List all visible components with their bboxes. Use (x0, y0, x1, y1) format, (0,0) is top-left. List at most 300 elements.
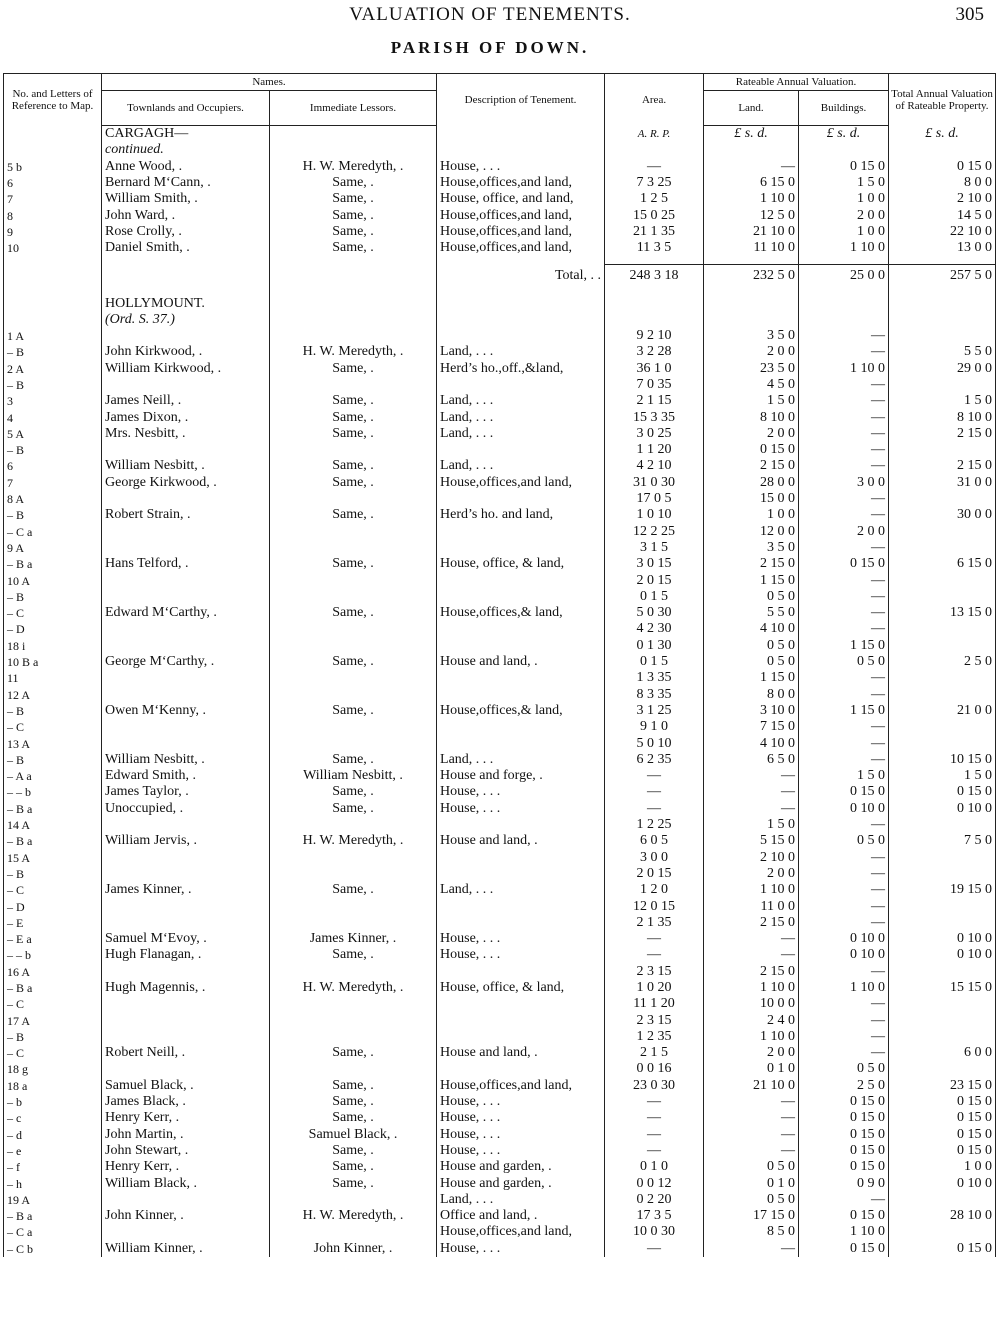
area-cell: 11 1 20 (605, 996, 704, 1012)
table-row (4, 1094, 996, 1110)
ref-cell: – B a (4, 833, 102, 849)
area-cell: 2 1 15 (605, 393, 704, 409)
lessor-cell: Same, . (270, 1094, 437, 1110)
ref-cell: 10 (4, 240, 102, 256)
buildings-cell: — (799, 344, 889, 360)
description-cell: House and garden, . (437, 1175, 605, 1191)
occupier-cell (102, 328, 270, 344)
table-row (4, 621, 996, 637)
land-cell: 28 0 0 (704, 475, 799, 491)
lessor-cell: John Kinner, . (270, 1241, 437, 1257)
lessor-cell: Same, . (270, 361, 437, 377)
table-row (4, 240, 996, 256)
buildings-cell: 0 10 0 (799, 931, 889, 947)
total-cell (889, 442, 996, 458)
ref-cell: 5 A (4, 426, 102, 442)
area-cell: 0 1 5 (605, 654, 704, 670)
table-row (4, 703, 996, 719)
table-row (4, 719, 996, 735)
col-lessors: Immediate Lessors. (270, 91, 437, 126)
total-cell: 10 15 0 (889, 752, 996, 768)
occupier-cell: Samuel Black, . (102, 1078, 270, 1094)
occupier-cell (102, 524, 270, 540)
ref-cell: 10 B a (4, 654, 102, 670)
area-cell: 7 0 35 (605, 377, 704, 393)
ref-cell: 4 (4, 409, 102, 425)
total-cell: 0 15 0 (889, 1127, 996, 1143)
lessor-cell: Same, . (270, 752, 437, 768)
area-cell: — (605, 1127, 704, 1143)
lessor-cell: Same, . (270, 556, 437, 572)
lessor-cell (270, 915, 437, 931)
buildings-cell (799, 142, 889, 158)
ref-cell: – C a (4, 1224, 102, 1240)
col-ref: No. and Letters of Reference to Map. (4, 74, 102, 126)
occupier-cell (102, 898, 270, 914)
land-cell: — (704, 768, 799, 784)
description-cell: House,offices,& land, (437, 703, 605, 719)
occupier-cell: William Nesbitt, . (102, 752, 270, 768)
lessor-cell (270, 1192, 437, 1208)
table-row (4, 556, 996, 572)
table-row (4, 524, 996, 540)
area-cell: — (605, 947, 704, 963)
table-row (4, 256, 996, 265)
total-cell (889, 1061, 996, 1077)
lessor-cell (270, 328, 437, 344)
total-cell: 13 15 0 (889, 605, 996, 621)
buildings-cell: — (799, 409, 889, 425)
description-cell: House, . . . (437, 1127, 605, 1143)
ref-cell: – C a (4, 524, 102, 540)
land-cell: — (704, 159, 799, 175)
description-cell: House, office, and land, (437, 191, 605, 207)
occupier-cell (102, 1061, 270, 1077)
lessor-cell (270, 1029, 437, 1045)
occupier-cell: Henry Kerr, . (102, 1110, 270, 1126)
area-cell: 1 0 10 (605, 507, 704, 523)
land-cell: 11 0 0 (704, 898, 799, 914)
table-row (4, 980, 996, 996)
total-cell: 2 5 0 (889, 654, 996, 670)
ref-cell: 18 a (4, 1078, 102, 1094)
land-cell: 0 1 0 (704, 1175, 799, 1191)
table-row (4, 589, 996, 605)
ref-cell: – C (4, 1045, 102, 1061)
description-cell: Land, . . . (437, 458, 605, 474)
table-row (4, 1224, 996, 1240)
occupier-cell: (Ord. S. 37.) (102, 312, 270, 328)
table-row (4, 931, 996, 947)
buildings-cell: 1 5 0 (799, 768, 889, 784)
table-row (4, 287, 996, 295)
ref-cell: – h (4, 1175, 102, 1191)
occupier-cell (102, 670, 270, 686)
lessor-cell: Same, . (270, 882, 437, 898)
ref-cell (4, 295, 102, 311)
occupier-cell: William Kirkwood, . (102, 361, 270, 377)
occupier-cell (102, 719, 270, 735)
table-row (4, 752, 996, 768)
occupier-cell: William Smith, . (102, 191, 270, 207)
col-land: Land. (704, 91, 799, 126)
land-cell: 7 15 0 (704, 719, 799, 735)
buildings-cell: — (799, 964, 889, 980)
area-cell: — (605, 1094, 704, 1110)
description-cell: House, . . . (437, 1241, 605, 1257)
area-cell: A. R. P. (605, 126, 704, 143)
ref-cell: – C b (4, 1241, 102, 1257)
occupier-cell: Edward Smith, . (102, 768, 270, 784)
page-header (0, 2, 1000, 26)
occupier-cell: William Kinner, . (102, 1241, 270, 1257)
ref-cell: – C (4, 605, 102, 621)
occupier-cell (102, 1012, 270, 1028)
lessor-cell: H. W. Meredyth, . (270, 980, 437, 996)
buildings-cell: — (799, 1192, 889, 1208)
occupier-cell (102, 687, 270, 703)
buildings-cell: 0 15 0 (799, 1241, 889, 1257)
description-cell: House,offices,and land, (437, 1224, 605, 1240)
area-cell: 8 3 35 (605, 687, 704, 703)
table-row (4, 1110, 996, 1126)
total-cell (889, 287, 996, 295)
land-cell: 10 0 0 (704, 996, 799, 1012)
lessor-cell (270, 996, 437, 1012)
buildings-cell: — (799, 605, 889, 621)
area-cell: 1 2 25 (605, 817, 704, 833)
description-cell: House, . . . (437, 801, 605, 817)
lessor-cell: Same, . (270, 1110, 437, 1126)
ref-cell (4, 312, 102, 328)
table-row (4, 1045, 996, 1061)
page-number: 305 (955, 4, 984, 25)
description-cell: House, office, & land, (437, 980, 605, 996)
buildings-cell: 0 9 0 (799, 1175, 889, 1191)
buildings-cell: — (799, 1045, 889, 1061)
ref-cell: 14 A (4, 817, 102, 833)
area-cell: 1 2 0 (605, 882, 704, 898)
buildings-cell: — (799, 507, 889, 523)
description-cell (437, 287, 605, 295)
total-cell (889, 1224, 996, 1240)
occupier-cell (102, 442, 270, 458)
land-cell: 2 4 0 (704, 1012, 799, 1028)
land-cell: 1 5 0 (704, 393, 799, 409)
ref-cell: 7 (4, 191, 102, 207)
buildings-cell: — (799, 1029, 889, 1045)
ref-cell: 6 (4, 175, 102, 191)
area-cell: 3 0 25 (605, 426, 704, 442)
area-cell (605, 295, 704, 311)
total-cell (889, 142, 996, 158)
lessor-cell: Same, . (270, 784, 437, 800)
ref-cell: – B (4, 1029, 102, 1045)
lessor-cell: Same, . (270, 507, 437, 523)
land-cell: — (704, 801, 799, 817)
buildings-cell (799, 287, 889, 295)
area-cell: — (605, 784, 704, 800)
col-townlands: Townlands and Occupiers. (102, 91, 270, 126)
area-cell: 9 1 0 (605, 719, 704, 735)
total-cell: 22 10 0 (889, 224, 996, 240)
land-cell: 232 5 0 (704, 265, 799, 288)
occupier-cell (102, 265, 270, 288)
description-cell: Land, . . . (437, 344, 605, 360)
land-cell: 1 5 0 (704, 817, 799, 833)
buildings-cell (799, 312, 889, 328)
land-cell: 12 0 0 (704, 524, 799, 540)
ref-cell (4, 287, 102, 295)
total-cell: 31 0 0 (889, 475, 996, 491)
occupier-cell: John Kirkwood, . (102, 344, 270, 360)
table-row (4, 442, 996, 458)
total-cell: 0 10 0 (889, 1175, 996, 1191)
occupier-cell (102, 817, 270, 833)
lessor-cell (270, 621, 437, 637)
description-cell: House,offices,and land, (437, 240, 605, 256)
ref-cell: 5 b (4, 159, 102, 175)
lessor-cell: Same, . (270, 703, 437, 719)
description-cell: House, . . . (437, 1143, 605, 1159)
description-cell (437, 638, 605, 654)
area-cell: 1 1 20 (605, 442, 704, 458)
ref-cell: – D (4, 898, 102, 914)
lessor-cell (270, 964, 437, 980)
lessor-cell: H. W. Meredyth, . (270, 344, 437, 360)
valuation-table (3, 73, 996, 1257)
occupier-cell: James Dixon, . (102, 409, 270, 425)
buildings-cell: £ s. d. (799, 126, 889, 143)
ref-cell: 19 A (4, 1192, 102, 1208)
occupier-cell: Hugh Magennis, . (102, 980, 270, 996)
description-cell: House, . . . (437, 1110, 605, 1126)
table-row (4, 735, 996, 751)
occupier-cell (102, 621, 270, 637)
land-cell: — (704, 1110, 799, 1126)
table-row (4, 265, 996, 288)
table-row (4, 654, 996, 670)
ref-cell: 2 A (4, 361, 102, 377)
ref-cell: – B (4, 589, 102, 605)
description-cell (437, 256, 605, 265)
buildings-cell (799, 295, 889, 311)
lessor-cell: Same, . (270, 393, 437, 409)
total-cell: 0 15 0 (889, 1143, 996, 1159)
total-cell: 2 10 0 (889, 191, 996, 207)
area-cell: 3 0 15 (605, 556, 704, 572)
land-cell: 0 5 0 (704, 638, 799, 654)
lessor-cell (270, 1061, 437, 1077)
land-cell: 3 5 0 (704, 540, 799, 556)
lessor-cell: Same, . (270, 1045, 437, 1061)
table-row (4, 1127, 996, 1143)
buildings-cell: — (799, 882, 889, 898)
area-cell: 23 0 30 (605, 1078, 704, 1094)
area-cell: 1 3 35 (605, 670, 704, 686)
description-cell (437, 964, 605, 980)
table-row (4, 207, 996, 223)
lessor-cell (270, 735, 437, 751)
lessor-cell: Same, . (270, 409, 437, 425)
lessor-cell (270, 849, 437, 865)
buildings-cell: 0 5 0 (799, 1061, 889, 1077)
ref-cell: – B (4, 866, 102, 882)
ref-cell: – D (4, 621, 102, 637)
total-cell: 15 15 0 (889, 980, 996, 996)
lessor-cell (270, 1012, 437, 1028)
land-cell: 2 15 0 (704, 458, 799, 474)
total-cell: 0 15 0 (889, 1110, 996, 1126)
table-row (4, 1241, 996, 1257)
description-cell (437, 126, 605, 143)
description-cell (437, 915, 605, 931)
buildings-cell: — (799, 442, 889, 458)
area-cell: 3 1 5 (605, 540, 704, 556)
total-cell: 0 10 0 (889, 931, 996, 947)
total-cell: 8 10 0 (889, 409, 996, 425)
total-cell (889, 589, 996, 605)
land-cell: 5 15 0 (704, 833, 799, 849)
description-cell: House,offices,and land, (437, 224, 605, 240)
description-cell (437, 996, 605, 1012)
occupier-cell: Owen M‘Kenny, . (102, 703, 270, 719)
lessor-cell: Samuel Black, . (270, 1127, 437, 1143)
lessor-cell (270, 670, 437, 686)
occupier-cell: John Martin, . (102, 1127, 270, 1143)
total-cell (889, 898, 996, 914)
occupier-cell: John Ward, . (102, 207, 270, 223)
buildings-cell (799, 256, 889, 265)
description-cell: Land, . . . (437, 393, 605, 409)
area-cell: — (605, 159, 704, 175)
land-cell: 21 10 0 (704, 224, 799, 240)
buildings-cell: — (799, 589, 889, 605)
ref-cell: 16 A (4, 964, 102, 980)
description-cell (437, 491, 605, 507)
lessor-cell: H. W. Meredyth, . (270, 1208, 437, 1224)
description-cell (437, 817, 605, 833)
lessor-cell: Same, . (270, 1159, 437, 1175)
total-cell (889, 524, 996, 540)
area-cell: 2 3 15 (605, 1012, 704, 1028)
land-cell: 1 10 0 (704, 980, 799, 996)
total-cell (889, 1192, 996, 1208)
description-cell (437, 442, 605, 458)
ref-cell: 1 A (4, 328, 102, 344)
land-cell: 1 10 0 (704, 191, 799, 207)
lessor-cell (270, 572, 437, 588)
occupier-cell: HOLLYMOUNT. (102, 295, 270, 311)
buildings-cell: 2 0 0 (799, 207, 889, 223)
occupier-cell (102, 964, 270, 980)
land-cell: 8 10 0 (704, 409, 799, 425)
total-cell: 0 15 0 (889, 784, 996, 800)
table-row (4, 377, 996, 393)
ref-cell: – A a (4, 768, 102, 784)
area-cell (605, 287, 704, 295)
ref-cell: – B (4, 703, 102, 719)
buildings-cell: — (799, 621, 889, 637)
area-cell: 6 0 5 (605, 833, 704, 849)
occupier-cell (102, 735, 270, 751)
occupier-cell: John Kinner, . (102, 1208, 270, 1224)
area-cell: — (605, 768, 704, 784)
table-body (4, 126, 996, 1257)
table-row (4, 1208, 996, 1224)
lessor-cell: James Kinner, . (270, 931, 437, 947)
table-row (4, 328, 996, 344)
table-row (4, 687, 996, 703)
table-row (4, 801, 996, 817)
land-cell: 3 10 0 (704, 703, 799, 719)
lessor-cell (270, 524, 437, 540)
total-cell (889, 915, 996, 931)
land-cell: — (704, 1143, 799, 1159)
land-cell (704, 256, 799, 265)
description-cell: House,offices,& land, (437, 605, 605, 621)
land-cell: — (704, 1094, 799, 1110)
ref-cell (4, 126, 102, 143)
table-row (4, 670, 996, 686)
occupier-cell (102, 540, 270, 556)
ref-cell: 9 (4, 224, 102, 240)
buildings-cell: 0 15 0 (799, 1094, 889, 1110)
lessor-cell (270, 540, 437, 556)
description-cell: Land, . . . (437, 882, 605, 898)
occupier-cell: James Kinner, . (102, 882, 270, 898)
buildings-cell: 3 0 0 (799, 475, 889, 491)
occupier-cell: Rose Crolly, . (102, 224, 270, 240)
ref-cell: 13 A (4, 735, 102, 751)
occupier-cell: James Taylor, . (102, 784, 270, 800)
buildings-cell: 1 15 0 (799, 703, 889, 719)
lessor-cell (270, 687, 437, 703)
buildings-cell: 1 10 0 (799, 1224, 889, 1240)
lessor-cell: Same, . (270, 1078, 437, 1094)
land-cell (704, 312, 799, 328)
table-row (4, 638, 996, 654)
description-cell: Total, . . (437, 265, 605, 288)
total-cell (889, 638, 996, 654)
table-row (4, 833, 996, 849)
ref-cell: – c (4, 1110, 102, 1126)
ref-cell: – B (4, 442, 102, 458)
ref-cell: 18 i (4, 638, 102, 654)
total-cell (889, 540, 996, 556)
ref-cell (4, 142, 102, 158)
occupier-cell: Samuel M‘Evoy, . (102, 931, 270, 947)
area-cell: 0 2 20 (605, 1192, 704, 1208)
land-cell: 1 15 0 (704, 670, 799, 686)
col-total: Total Annual Valuation of Rateable Property. (889, 74, 996, 126)
table-row (4, 1012, 996, 1028)
description-cell: Land, . . . (437, 426, 605, 442)
area-cell: 1 2 35 (605, 1029, 704, 1045)
occupier-cell: William Jervis, . (102, 833, 270, 849)
total-cell (889, 295, 996, 311)
description-cell: Land, . . . (437, 409, 605, 425)
land-cell: 6 5 0 (704, 752, 799, 768)
land-cell: 1 0 0 (704, 507, 799, 523)
total-cell (889, 687, 996, 703)
buildings-cell: — (799, 1012, 889, 1028)
occupier-cell (102, 377, 270, 393)
area-cell: — (605, 1110, 704, 1126)
description-cell: House, . . . (437, 159, 605, 175)
occupier-cell (102, 1224, 270, 1240)
table-row (4, 393, 996, 409)
